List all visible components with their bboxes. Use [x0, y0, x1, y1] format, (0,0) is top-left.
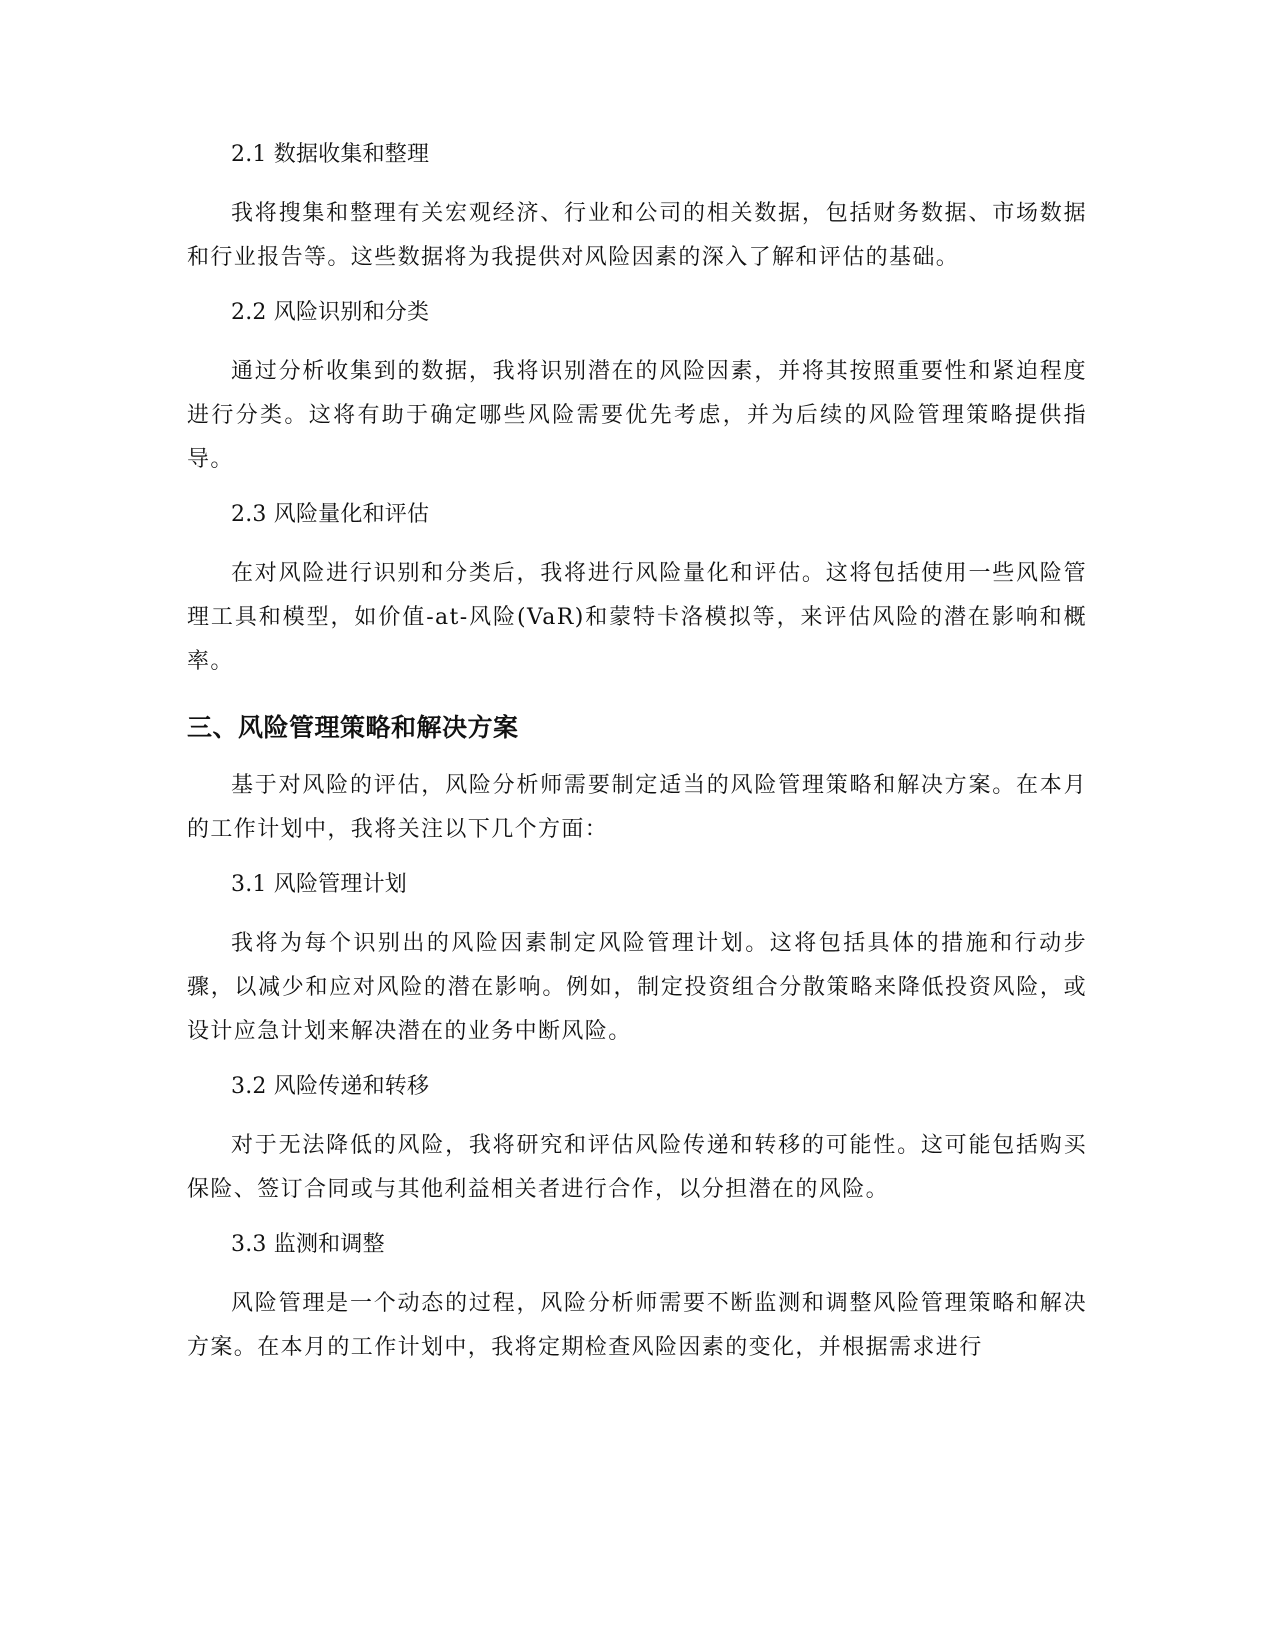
paragraph-data-collection: 我将搜集和整理有关宏观经济、行业和公司的相关数据，包括财务数据、市场数据和行业报告等。这些数据将为我提供对风险因素的深入了解和评估的基础。 — [187, 201, 1087, 270]
paragraph-risk-identification: 通过分析收集到的数据，我将识别潜在的风险因素，并将其按照重要性和紧迫程度进行分类。这将有助于确定哪些风险需要优先考虑，并为后续的风险管理策略提供指导。 — [187, 359, 1087, 472]
subheading-3-3: 3.3 监测和调整 — [231, 1232, 385, 1257]
paragraph-risk-management-plan: 我将为每个识别出的风险因素制定风险管理计划。这将包括具体的措施和行动步骤，以减少和应对风险的潜在影响。例如，制定投资组合分散策略来降低投资风险，或设计应急计划来解决潜在的业务中断风险。 — [187, 931, 1087, 1044]
section-heading-3: 三、风险管理策略和解决方案 — [187, 713, 519, 742]
document-body — [187, 140, 1087, 1388]
paragraph-risk-quantification: 在对风险进行识别和分类后，我将进行风险量化和评估。这将包括使用一些风险管理工具和模型，如价值-at-风险(VaR)和蒙特卡洛模拟等，来评估风险的潜在影响和概率。 — [187, 561, 1087, 674]
subheading-2-3: 2.3 风险量化和评估 — [231, 502, 430, 527]
subheading-2-2: 2.2 风险识别和分类 — [231, 300, 430, 325]
paragraph-risk-transfer: 对于无法降低的风险，我将研究和评估风险传递和转移的可能性。这可能包括购买保险、签订合同或与其他利益相关者进行合作，以分担潜在的风险。 — [187, 1133, 1087, 1202]
paragraph-monitoring: 风险管理是一个动态的过程，风险分析师需要不断监测和调整风险管理策略和解决方案。在本月的工作计划中，我将定期检查风险因素的变化，并根据需求进行 — [187, 1291, 1087, 1360]
paragraph-section-3-intro: 基于对风险的评估，风险分析师需要制定适当的风险管理策略和解决方案。在本月的工作计划中，我将关注以下几个方面： — [187, 773, 1087, 842]
subheading-3-1: 3.1 风险管理计划 — [231, 872, 407, 897]
subheading-3-2: 3.2 风险传递和转移 — [231, 1074, 430, 1099]
subheading-2-1: 2.1 数据收集和整理 — [231, 142, 430, 167]
